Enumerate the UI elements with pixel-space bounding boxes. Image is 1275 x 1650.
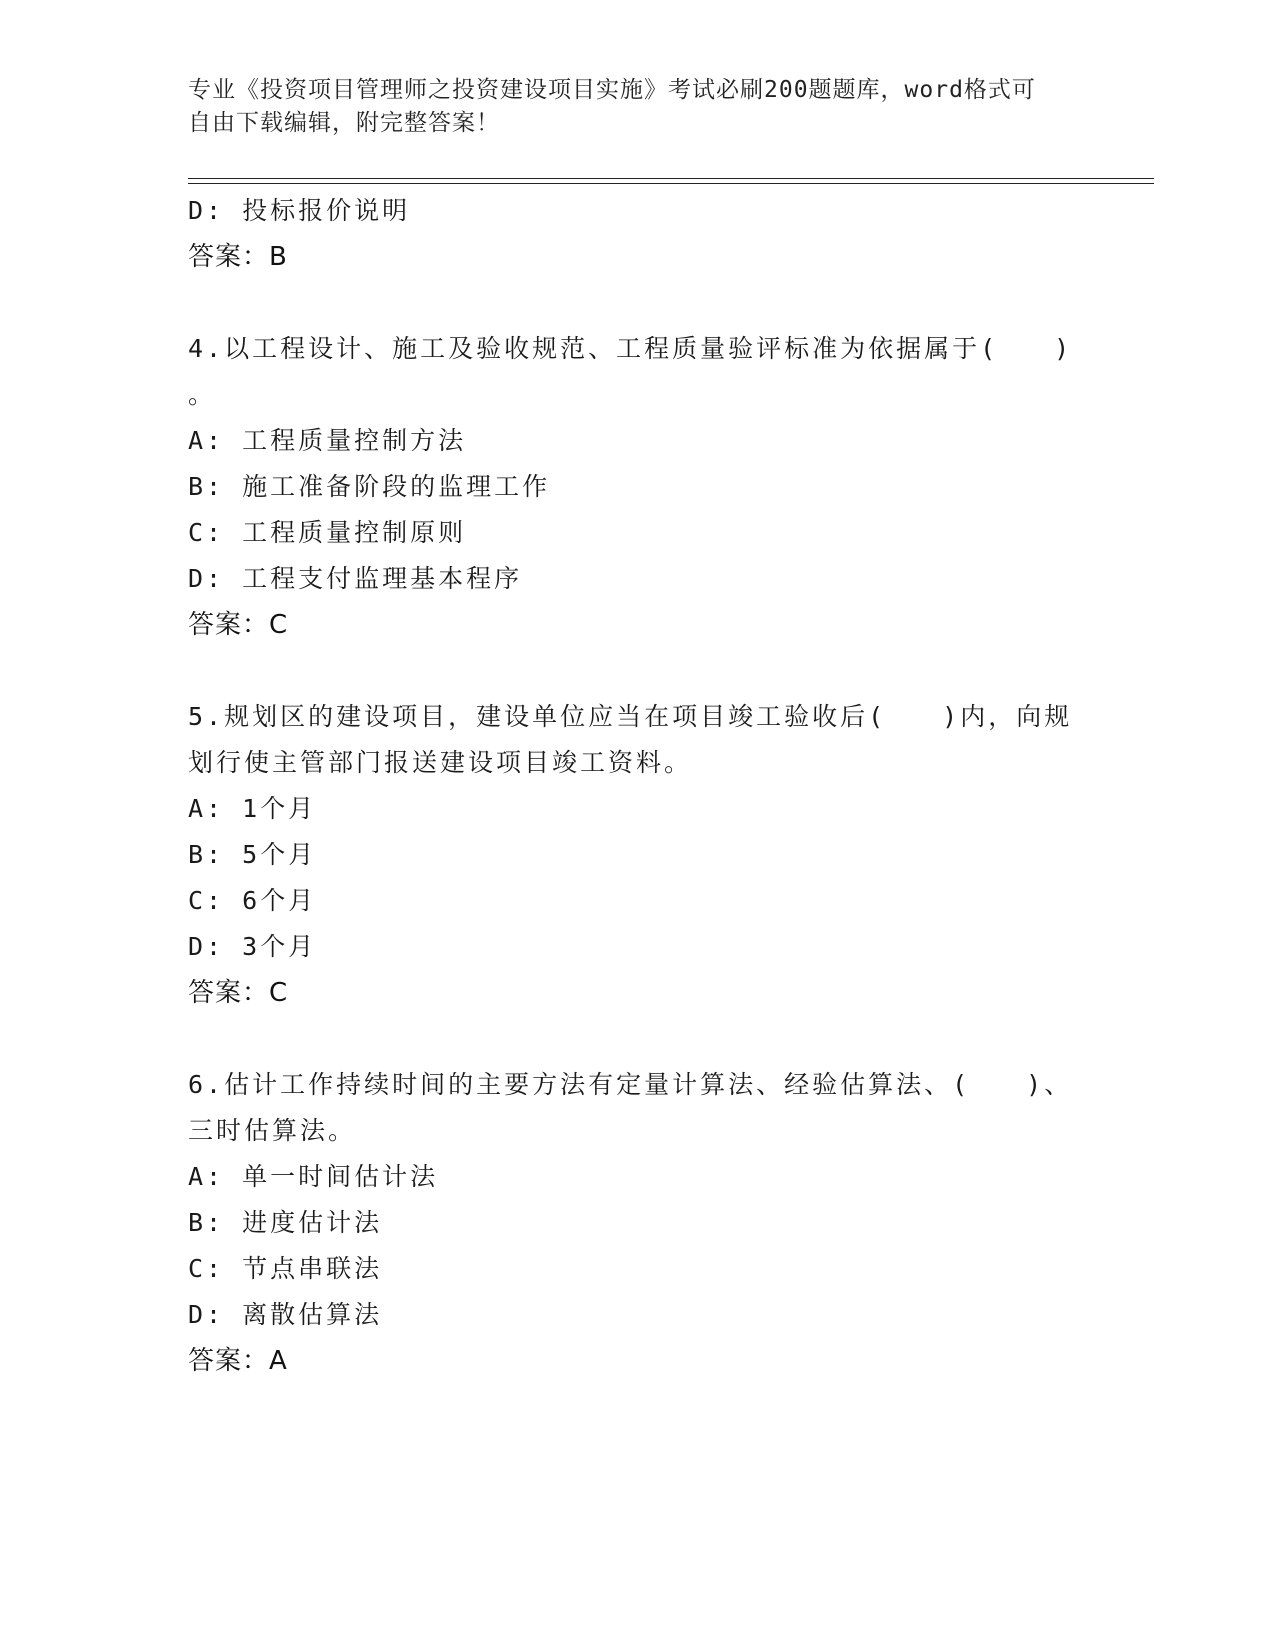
option-d: D: 工程支付监理基本程序 [188, 564, 523, 593]
question-text-line-2: 三时估算法。 [188, 1116, 357, 1145]
question-text-line-1: 6.估计工作持续时间的主要方法有定量计算法、经验估算法、( )、 [188, 1070, 1073, 1099]
header-divider-bottom [188, 183, 1154, 184]
header-line-1: 专业《投资项目管理师之投资建设项目实施》考试必刷200题题库，word格式可 [188, 77, 1036, 103]
intro-answer: 答案：B [188, 242, 288, 272]
option-b: B: 5个月 [188, 840, 317, 869]
spacer [188, 280, 1088, 326]
question-text-line-2: 划行使主管部门报送建设项目竣工资料。 [188, 748, 693, 777]
answer: 答案：C [188, 978, 289, 1008]
option-d: D: 离散估算法 [188, 1300, 383, 1329]
question-block [188, 694, 1088, 1016]
question-text-line-1: 5.规划区的建设项目，建设单位应当在项目竣工验收后( )内，向规 [188, 702, 1073, 731]
question-text-line-1: 4.以工程设计、施工及验收规范、工程质量验评标准为依据属于( ) [188, 334, 1073, 363]
document-header [188, 74, 1068, 140]
option-b: B: 进度估计法 [188, 1208, 383, 1237]
option-c: C: 6个月 [188, 886, 317, 915]
header-line-2: 自由下载编辑，附完整答案！ [188, 110, 500, 136]
answer: 答案：A [188, 1346, 288, 1376]
question-text-line-2: 。 [188, 380, 217, 409]
spacer [188, 1016, 1088, 1062]
option-c: C: 节点串联法 [188, 1254, 383, 1283]
option-a: A: 单一时间估计法 [188, 1162, 439, 1191]
option-d: D: 3个月 [188, 932, 317, 961]
question-content [188, 188, 1088, 1384]
answer: 答案：C [188, 610, 289, 640]
option-c: C: 工程质量控制原则 [188, 518, 467, 547]
intro-option-d: D: 投标报价说明 [188, 196, 411, 225]
option-a: A: 1个月 [188, 794, 317, 823]
option-b: B: 施工准备阶段的监理工作 [188, 472, 551, 501]
spacer [188, 648, 1088, 694]
option-a: A: 工程质量控制方法 [188, 426, 467, 455]
header-divider-top [188, 178, 1154, 179]
question-block [188, 1062, 1088, 1384]
question-block [188, 326, 1088, 648]
